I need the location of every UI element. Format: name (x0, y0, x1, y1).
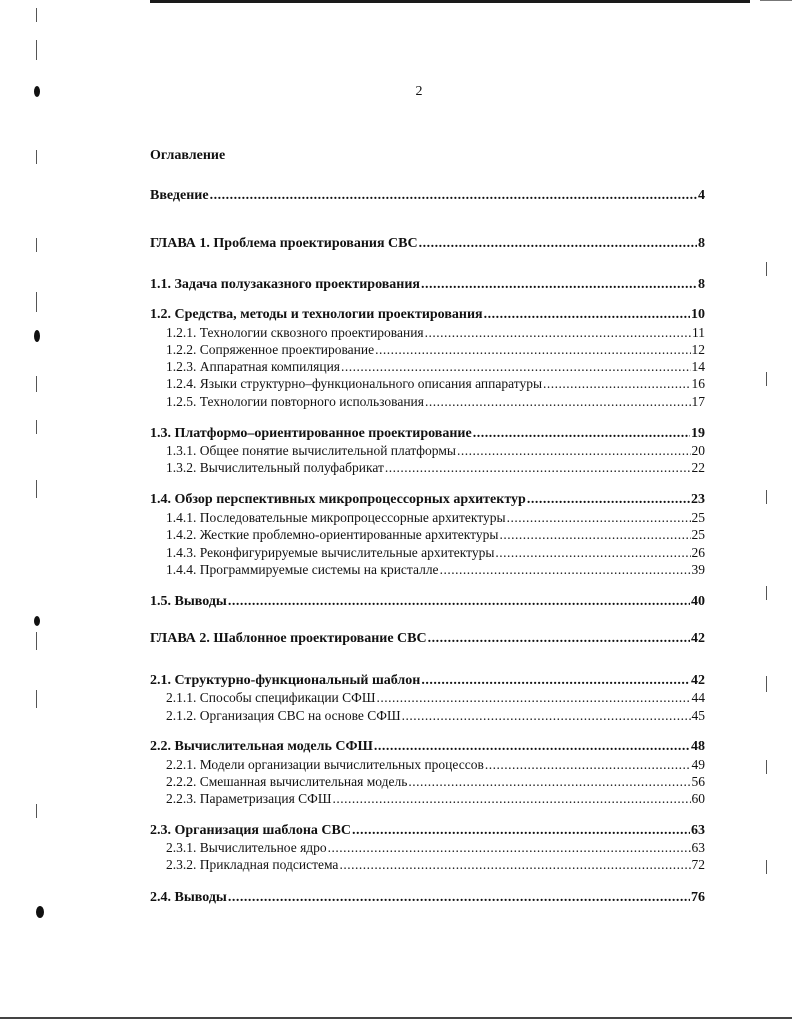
scan-mark (766, 586, 767, 600)
scan-mark (36, 376, 37, 392)
scan-mark (766, 490, 767, 504)
dot-leader (428, 631, 690, 647)
toc-entry-text: 1.2. Средства, методы и технологии проектирования (150, 307, 483, 322)
toc-entry[interactable] (150, 739, 705, 755)
toc-entry[interactable] (150, 673, 705, 689)
toc-entry-page: 72 (691, 857, 705, 872)
toc-entry-text: 1.4.4. Программируемые системы на кристалле (166, 562, 439, 577)
toc-entry[interactable] (150, 277, 705, 293)
toc-entry[interactable] (166, 527, 705, 543)
dot-leader (419, 236, 697, 252)
toc-entry-page: 8 (698, 236, 705, 251)
hole-punch-mark (34, 616, 40, 626)
toc-entry-page: 45 (691, 708, 705, 723)
toc-entry-page: 44 (691, 690, 705, 705)
dot-leader (339, 857, 690, 873)
toc-entry-page: 12 (691, 342, 705, 357)
dot-leader (385, 460, 691, 476)
scan-mark (36, 40, 37, 60)
toc-entry-page: 25 (691, 510, 705, 525)
dot-leader (425, 325, 691, 341)
dot-leader (485, 757, 691, 773)
toc-entry[interactable] (166, 376, 705, 392)
toc-entry-page: 63 (691, 823, 705, 838)
toc-entry-page: 23 (691, 492, 705, 507)
toc-entry-text: 1.2.1. Технологии сквозного проектирования (166, 325, 424, 340)
toc-entry-text: 1.3.2. Вычислительный полуфабрикат (166, 460, 384, 475)
toc-entry[interactable] (166, 394, 705, 410)
toc-entry-page: 49 (691, 757, 705, 772)
toc-entry-text: 1.4.2. Жесткие проблемно-ориентированные архитектуры (166, 527, 499, 542)
toc-entry-page: 39 (691, 562, 705, 577)
toc-entry[interactable] (166, 774, 705, 790)
toc-entry[interactable] (166, 545, 705, 561)
dot-leader (543, 376, 690, 392)
scan-mark (36, 480, 37, 498)
scan-edge-top-right (760, 0, 792, 1)
toc-entry-page: 19 (691, 426, 705, 441)
toc-entry[interactable] (150, 594, 705, 610)
toc-entry-page: 26 (691, 545, 705, 560)
dot-leader (408, 774, 690, 790)
toc-entry[interactable] (166, 690, 705, 706)
toc-entry[interactable] (166, 757, 705, 773)
toc-entry-text: ГЛАВА 2. Шаблонное проектирование СВС (150, 631, 427, 646)
toc-entry-page: 10 (691, 307, 705, 322)
toc-entry[interactable] (150, 890, 705, 906)
toc-entry[interactable] (166, 510, 705, 526)
toc-entry-page: 60 (691, 791, 705, 806)
scan-mark (36, 238, 37, 252)
toc-entry[interactable] (166, 443, 705, 459)
toc-entry-text: 1.3. Платформо–ориентированное проектирование (150, 426, 472, 441)
toc-entry-page: 48 (691, 739, 705, 754)
toc-entry-text: 1.4.1. Последовательные микропроцессорные архитектуры (166, 510, 506, 525)
scan-mark (36, 150, 37, 164)
dot-leader (457, 443, 691, 459)
toc-entry-text: 2.2.1. Модели организации вычислительных процессов (166, 757, 484, 772)
toc-entry-text: 1.1. Задача полузаказного проектирования (150, 277, 421, 292)
dot-leader (440, 562, 691, 578)
dot-leader (228, 594, 690, 610)
toc-entry-page: 63 (691, 840, 705, 855)
toc-entry-text: 1.2.3. Аппаратная компиляция (166, 359, 340, 374)
scan-edge-top (150, 0, 750, 3)
dot-leader (341, 359, 691, 375)
dot-leader (402, 708, 691, 724)
toc-entry-text: 1.3.1. Общее понятие вычислительной платформы (166, 443, 456, 458)
toc-entry-text: 2.3.2. Прикладная подсистема (166, 857, 339, 872)
toc-entry-text: 2.3.1. Вычислительное ядро (166, 840, 327, 855)
hole-punch-mark (34, 330, 40, 342)
toc-entry-text: 2.2.2. Смешанная вычислительная модель (166, 774, 408, 789)
toc-entry-text: 1.2.5. Технологии повторного использования (166, 394, 424, 409)
toc-entry-text: 2.4. Выводы (150, 890, 227, 905)
toc-entry-text: 2.1.1. Способы спецификации СФШ (166, 690, 376, 705)
toc-entry-page: 76 (691, 890, 705, 905)
scan-mark (36, 292, 37, 312)
toc-entry-page: 8 (698, 277, 705, 292)
toc-entry-page: 40 (691, 594, 705, 609)
toc-entry-text: 2.1. Структурно-функциональный шаблон (150, 673, 421, 688)
toc-entry[interactable] (166, 840, 705, 856)
toc-entry-text: 2.2.3. Параметризация СФШ (166, 791, 332, 806)
scan-mark (36, 420, 37, 434)
toc-entry[interactable] (150, 307, 705, 323)
scan-mark (36, 690, 37, 708)
dot-leader (375, 342, 690, 358)
toc-entry[interactable] (150, 236, 705, 252)
scan-mark (766, 860, 767, 874)
toc-entry-page: 42 (691, 673, 705, 688)
toc-title: Оглавление (150, 148, 226, 163)
toc-entry-page: 22 (691, 460, 705, 475)
toc-entry-text: 1.5. Выводы (150, 594, 227, 609)
scan-mark (36, 804, 37, 818)
dot-leader (228, 890, 690, 906)
toc-entry-text: 2.2. Вычислительная модель СФШ (150, 739, 373, 754)
dot-leader (421, 277, 697, 293)
dot-leader (484, 307, 690, 323)
dot-leader (328, 840, 691, 856)
toc-entry[interactable] (150, 492, 705, 508)
page-number: 2 (415, 84, 423, 99)
scan-mark (766, 372, 767, 386)
toc-entry[interactable] (150, 426, 705, 442)
dot-leader (210, 188, 697, 204)
toc-entry-page: 14 (691, 359, 705, 374)
dot-leader (425, 394, 691, 410)
toc-entry-text: ГЛАВА 1. Проблема проектирования СВС (150, 236, 418, 251)
toc-entry[interactable] (166, 562, 705, 578)
toc-entry-text: 2.1.2. Организация СВС на основе СФШ (166, 708, 401, 723)
scan-mark (766, 676, 767, 692)
toc-entry-page: 42 (691, 631, 705, 646)
dot-leader (507, 510, 691, 526)
dot-leader (527, 492, 690, 508)
toc-entry-text: 2.3. Организация шаблона СВС (150, 823, 351, 838)
scan-edge-bottom (0, 1017, 792, 1019)
scan-mark (36, 8, 37, 22)
toc-entry-page: 4 (698, 188, 705, 203)
toc-entry[interactable] (166, 460, 705, 476)
dot-leader (376, 690, 690, 706)
dot-leader (421, 673, 690, 689)
toc-entry-page: 11 (692, 325, 705, 340)
dot-leader (495, 545, 690, 561)
toc-entry-page: 17 (691, 394, 705, 409)
toc-entry[interactable] (166, 857, 705, 873)
toc-entry-text: Введение (150, 188, 209, 203)
dot-leader (374, 739, 690, 755)
dot-leader (332, 791, 690, 807)
toc-entry[interactable] (150, 823, 705, 839)
toc-entry-text: 1.4.3. Реконфигурируемые вычислительные архитектуры (166, 545, 495, 560)
scan-mark (766, 760, 767, 774)
hole-punch-mark (36, 906, 44, 918)
toc-entry-text: 1.2.4. Языки структурно–функционального описания аппаратуры (166, 376, 543, 391)
toc-entry-page: 20 (691, 443, 705, 458)
toc-entry[interactable] (166, 325, 705, 341)
scan-mark (766, 262, 767, 276)
toc-entry[interactable] (166, 342, 705, 358)
dot-leader (473, 426, 690, 442)
toc-entry-text: 1.4. Обзор перспективных микропроцессорных архитектур (150, 492, 526, 507)
toc-entry[interactable] (166, 359, 705, 375)
toc-entry[interactable] (150, 188, 705, 204)
toc-entry[interactable] (150, 631, 705, 647)
scan-mark (36, 632, 37, 650)
toc-entry[interactable] (166, 791, 705, 807)
toc-entry-page: 56 (691, 774, 705, 789)
toc-entry[interactable] (166, 708, 705, 724)
toc-entry-text: 1.2.2. Сопряженное проектирование (166, 342, 375, 357)
dot-leader (499, 527, 690, 543)
toc-entry-page: 16 (691, 376, 705, 391)
dot-leader (352, 823, 690, 839)
toc-entry-page: 25 (691, 527, 705, 542)
